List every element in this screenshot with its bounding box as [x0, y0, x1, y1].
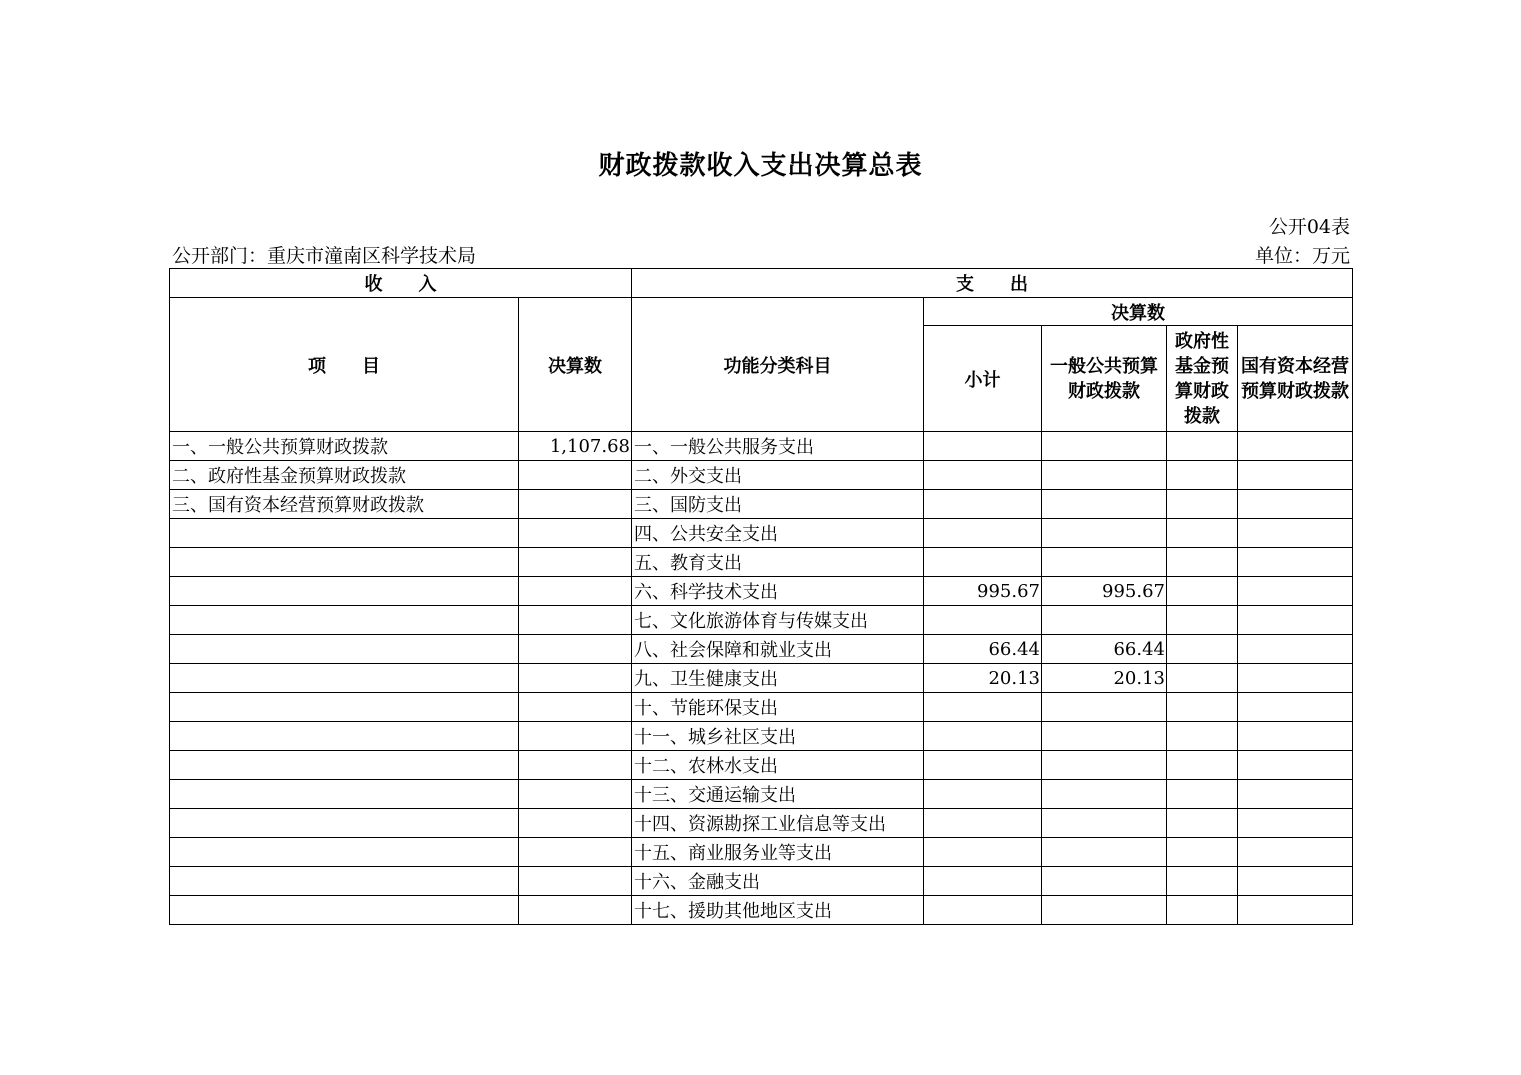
- gov-fund-cell: [1167, 838, 1238, 867]
- expense-item-cell: 十二、农林水支出: [632, 751, 924, 780]
- general-budget-cell: [1042, 606, 1167, 635]
- income-amount-cell: [519, 780, 632, 809]
- income-amount-column-header: 决算数: [519, 298, 632, 432]
- income-item-cell: [170, 751, 519, 780]
- gov-fund-cell: [1167, 751, 1238, 780]
- income-amount-cell: [519, 606, 632, 635]
- gov-fund-cell: [1167, 606, 1238, 635]
- table-row: [170, 577, 1353, 606]
- form-code: 公开04表: [1268, 216, 1350, 238]
- income-item-cell: [170, 809, 519, 838]
- gov-fund-cell: [1167, 635, 1238, 664]
- gov-fund-cell: [1167, 780, 1238, 809]
- subtotal-cell: [924, 490, 1042, 519]
- gov-fund-cell: [1167, 809, 1238, 838]
- expense-item-cell: 四、公共安全支出: [632, 519, 924, 548]
- expense-item-cell: 九、卫生健康支出: [632, 664, 924, 693]
- table-row: [170, 867, 1353, 896]
- subtotal-cell: [924, 548, 1042, 577]
- subtotal-cell: [924, 896, 1042, 925]
- subtotal-cell: [924, 722, 1042, 751]
- general-budget-cell: [1042, 490, 1167, 519]
- expense-item-cell: 八、社会保障和就业支出: [632, 635, 924, 664]
- table-row: [170, 664, 1353, 693]
- table-row: [170, 432, 1353, 461]
- table-row: [170, 780, 1353, 809]
- income-item-cell: 二、政府性基金预算财政拨款: [170, 461, 519, 490]
- state-capital-cell: [1238, 606, 1353, 635]
- income-amount-cell: [519, 751, 632, 780]
- expense-item-cell: 二、外交支出: [632, 461, 924, 490]
- income-amount-cell: [519, 490, 632, 519]
- expense-amount-group-header: 决算数: [924, 298, 1353, 326]
- income-item-cell: [170, 693, 519, 722]
- income-amount-cell: [519, 693, 632, 722]
- subtotal-cell: [924, 809, 1042, 838]
- gov-fund-cell: [1167, 577, 1238, 606]
- state-capital-column-header: 国有资本经营预算财政拨款: [1238, 326, 1353, 432]
- state-capital-cell: [1238, 664, 1353, 693]
- subtotal-cell: [924, 461, 1042, 490]
- income-item-cell: [170, 577, 519, 606]
- gov-fund-cell: [1167, 693, 1238, 722]
- table-row: [170, 809, 1353, 838]
- state-capital-cell: [1238, 780, 1353, 809]
- table-row: [170, 693, 1353, 722]
- state-capital-cell: [1238, 867, 1353, 896]
- income-amount-cell: [519, 635, 632, 664]
- income-item-cell: [170, 606, 519, 635]
- general-budget-cell: [1042, 461, 1167, 490]
- unit-label: 单位：万元: [1254, 245, 1350, 267]
- gov-fund-column-header: 政府性基金预算财政拨款: [1167, 326, 1238, 432]
- state-capital-cell: [1238, 519, 1353, 548]
- income-item-cell: [170, 722, 519, 751]
- subtotal-cell: [924, 519, 1042, 548]
- gov-fund-cell: [1167, 548, 1238, 577]
- state-capital-cell: [1238, 896, 1353, 925]
- subtotal-cell: [924, 780, 1042, 809]
- subtotal-cell: [924, 867, 1042, 896]
- expense-item-cell: 三、国防支出: [632, 490, 924, 519]
- subtotal-cell: [924, 432, 1042, 461]
- subtotal-cell: [924, 693, 1042, 722]
- income-item-cell: [170, 896, 519, 925]
- table-row: [170, 751, 1353, 780]
- general-budget-cell: [1042, 838, 1167, 867]
- expense-item-cell: 十六、金融支出: [632, 867, 924, 896]
- page-title: 财政拨款收入支出决算总表: [598, 151, 923, 181]
- item-column-header: 项 目: [170, 298, 519, 432]
- state-capital-cell: [1238, 838, 1353, 867]
- subtotal-cell: 995.67: [924, 577, 1042, 606]
- income-item-cell: [170, 838, 519, 867]
- general-budget-cell: [1042, 780, 1167, 809]
- state-capital-cell: [1238, 577, 1353, 606]
- state-capital-cell: [1238, 548, 1353, 577]
- gov-fund-cell: [1167, 461, 1238, 490]
- table-row: [170, 838, 1353, 867]
- state-capital-cell: [1238, 809, 1353, 838]
- income-amount-cell: [519, 838, 632, 867]
- expense-item-cell: 十一、城乡社区支出: [632, 722, 924, 751]
- expense-item-cell: 七、文化旅游体育与传媒支出: [632, 606, 924, 635]
- state-capital-cell: [1238, 461, 1353, 490]
- department-label: 公开部门：重庆市潼南区科学技术局: [172, 245, 477, 267]
- table-row: [170, 722, 1353, 751]
- general-budget-cell: [1042, 693, 1167, 722]
- income-item-cell: [170, 867, 519, 896]
- function-category-column-header: 功能分类科目: [632, 298, 924, 432]
- expense-item-cell: 十五、商业服务业等支出: [632, 838, 924, 867]
- general-budget-column-header: 一般公共预算财政拨款: [1042, 326, 1167, 432]
- header-row-middle: [170, 298, 1353, 326]
- general-budget-cell: [1042, 432, 1167, 461]
- income-section-header: 收 入: [170, 269, 632, 298]
- income-amount-cell: [519, 548, 632, 577]
- expense-section-header: 支 出: [632, 269, 1353, 298]
- gov-fund-cell: [1167, 722, 1238, 751]
- gov-fund-cell: [1167, 664, 1238, 693]
- expense-item-cell: 十四、资源勘探工业信息等支出: [632, 809, 924, 838]
- state-capital-cell: [1238, 432, 1353, 461]
- gov-fund-cell: [1167, 867, 1238, 896]
- income-item-cell: [170, 635, 519, 664]
- expense-item-cell: 十、节能环保支出: [632, 693, 924, 722]
- general-budget-cell: [1042, 519, 1167, 548]
- subtotal-column-header: 小计: [924, 326, 1042, 432]
- income-amount-cell: [519, 519, 632, 548]
- expense-item-cell: 十三、交通运输支出: [632, 780, 924, 809]
- expense-item-cell: 一、一般公共服务支出: [632, 432, 924, 461]
- header-row-top: [170, 269, 1353, 298]
- table-row: [170, 548, 1353, 577]
- table-row: [170, 635, 1353, 664]
- income-amount-cell: [519, 722, 632, 751]
- general-budget-cell: [1042, 867, 1167, 896]
- state-capital-cell: [1238, 490, 1353, 519]
- gov-fund-cell: [1167, 490, 1238, 519]
- table-row: [170, 606, 1353, 635]
- subtotal-cell: [924, 606, 1042, 635]
- expense-item-cell: 十七、援助其他地区支出: [632, 896, 924, 925]
- subtotal-cell: [924, 751, 1042, 780]
- appropriation-summary-table: [169, 268, 1353, 925]
- subtotal-cell: 20.13: [924, 664, 1042, 693]
- table-row: [170, 461, 1353, 490]
- general-budget-cell: 995.67: [1042, 577, 1167, 606]
- gov-fund-cell: [1167, 519, 1238, 548]
- income-item-cell: 三、国有资本经营预算财政拨款: [170, 490, 519, 519]
- general-budget-cell: [1042, 751, 1167, 780]
- general-budget-cell: 20.13: [1042, 664, 1167, 693]
- income-amount-cell: 1,107.68: [519, 432, 632, 461]
- table-row: [170, 896, 1353, 925]
- income-amount-cell: [519, 809, 632, 838]
- state-capital-cell: [1238, 693, 1353, 722]
- income-item-cell: [170, 519, 519, 548]
- income-item-cell: [170, 548, 519, 577]
- expense-item-cell: 五、教育支出: [632, 548, 924, 577]
- income-amount-cell: [519, 867, 632, 896]
- table-row: [170, 490, 1353, 519]
- income-item-cell: 一、一般公共预算财政拨款: [170, 432, 519, 461]
- gov-fund-cell: [1167, 432, 1238, 461]
- subtotal-cell: 66.44: [924, 635, 1042, 664]
- state-capital-cell: [1238, 751, 1353, 780]
- general-budget-cell: [1042, 896, 1167, 925]
- income-item-cell: [170, 664, 519, 693]
- table-row: [170, 519, 1353, 548]
- income-amount-cell: [519, 577, 632, 606]
- state-capital-cell: [1238, 722, 1353, 751]
- expense-item-cell: 六、科学技术支出: [632, 577, 924, 606]
- general-budget-cell: 66.44: [1042, 635, 1167, 664]
- income-item-cell: [170, 780, 519, 809]
- income-amount-cell: [519, 461, 632, 490]
- income-amount-cell: [519, 896, 632, 925]
- state-capital-cell: [1238, 635, 1353, 664]
- general-budget-cell: [1042, 548, 1167, 577]
- general-budget-cell: [1042, 722, 1167, 751]
- general-budget-cell: [1042, 809, 1167, 838]
- subtotal-cell: [924, 838, 1042, 867]
- income-amount-cell: [519, 664, 632, 693]
- gov-fund-cell: [1167, 896, 1238, 925]
